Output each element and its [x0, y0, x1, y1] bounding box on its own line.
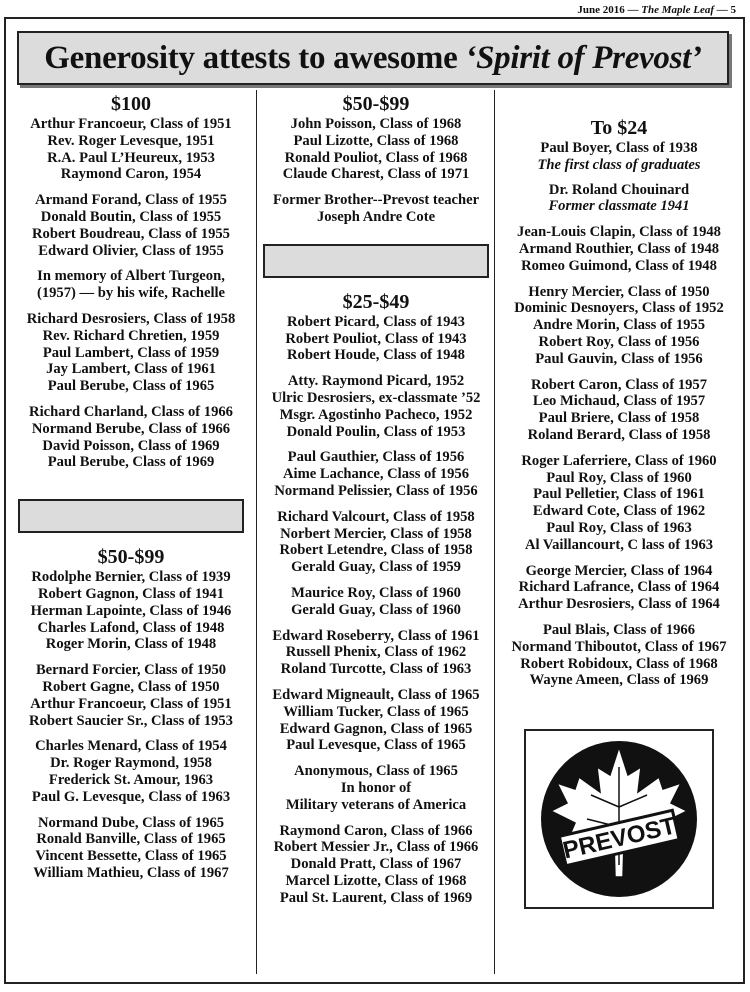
donor-line: Robert Messier Jr., Class of 1966 [273, 839, 479, 856]
donor-group [258, 687, 494, 754]
column-1 [6, 90, 256, 882]
donor-line: Anonymous, Class of 1965 [294, 763, 458, 780]
donor-group [496, 377, 742, 444]
donor-line: Edward Gagnon, Class of 1965 [279, 720, 473, 737]
donor-line: Arthur Francoeur, Class of 1951 [30, 116, 232, 132]
donor-line: Claude Charest, Class of 1971 [282, 166, 470, 183]
donor-line: Roger Morin, Class of 1948 [45, 636, 217, 653]
donor-line: Marcel Lizotte, Class of 1968 [285, 872, 467, 889]
donor-line: Normand Pelissier, Class of 1956 [274, 482, 478, 499]
donor-line: Paul Berube, Class of 1969 [47, 454, 215, 471]
donor-group [258, 628, 494, 678]
column-rule-1 [256, 90, 257, 974]
donor-line: Normand Thiboutot, Class of 1967 [511, 638, 727, 655]
donor-line: Jay Lambert, Class of 1961 [46, 361, 216, 378]
donor-line: Aime Lachance, Class of 1956 [282, 466, 470, 483]
donor-line: In memory of Albert Turgeon, [37, 268, 225, 285]
donor-line: Robert Gagne, Class of 1950 [42, 678, 220, 695]
donor-line: Roland Turcotte, Class of 1963 [280, 661, 472, 678]
donor-line: Richard Desrosiers, Class of 1958 [26, 310, 236, 327]
donor-line: Al Vaillancourt, C lass of 1963 [524, 536, 714, 553]
publication-name: The Maple Leaf [641, 4, 714, 16]
donor-line: Richard Valcourt, Class of 1958 [277, 508, 475, 525]
donor-line: Russell Phenix, Class of 1962 [285, 644, 467, 661]
donor-line: Ronald Pouliot, Class of 1968 [284, 149, 468, 166]
donor-list-25-49 [258, 314, 494, 907]
donor-line: Raymond Caron, 1954 [60, 166, 202, 183]
headline-italic: ‘Spirit of Prevost’ [465, 39, 702, 76]
donor-line: David Poisson, Class of 1969 [42, 437, 220, 454]
donor-line: Paul Pelletier, Class of 1961 [533, 486, 705, 503]
donor-line: William Mathieu, Class of 1967 [33, 864, 229, 881]
donor-group [258, 116, 494, 183]
donor-line: R.A. Paul L’Heureux, 1953 [47, 149, 215, 166]
donor-line: Msgr. Agostinho Pacheco, 1952 [279, 406, 473, 423]
donor-line: Atty. Raymond Picard, 1952 [287, 373, 465, 390]
donor-line: Vincent Bessette, Class of 1965 [35, 848, 227, 865]
donor-group [496, 284, 742, 368]
donor-line: Robert Letendre, Class of 1958 [279, 542, 473, 559]
donor-line: Dominic Desnoyers, Class of 1952 [514, 300, 724, 317]
section-heading-50-99: $50-$99 [342, 93, 410, 115]
running-head: June 2016 — The Maple Leaf — 5 [577, 4, 736, 16]
donor-group [496, 622, 742, 689]
donor-line: Paul Boyer, Class of 1938 [540, 140, 698, 156]
headline-main: Generosity attests to awesome [44, 39, 466, 76]
donor-group [6, 815, 256, 882]
donor-line: George Mercier, Class of 1964 [525, 562, 713, 579]
donor-line: Norbert Mercier, Class of 1958 [280, 525, 472, 542]
headline-banner [17, 31, 729, 85]
donor-line: Robert Pouliot, Class of 1943 [285, 330, 467, 347]
blank-shaded-box [263, 244, 489, 278]
donor-line: Robert Caron, Class of 1957 [530, 376, 708, 393]
donor-line: Bernard Forcier, Class of 1950 [35, 662, 227, 679]
donor-line: Andre Morin, Class of 1955 [532, 317, 706, 334]
donor-line: Robert Gagnon, Class of 1941 [37, 585, 225, 602]
column-rule-2 [494, 90, 495, 974]
donor-group [496, 140, 742, 174]
donor-line: Rodolphe Bernier, Class of 1939 [31, 569, 231, 586]
donor-line: Dr. Roger Raymond, 1958 [50, 755, 212, 772]
donor-line: Maurice Roy, Class of 1960 [291, 584, 461, 601]
donor-group [258, 823, 494, 907]
donor-line: Normand Berube, Class of 1966 [31, 420, 231, 437]
donor-line: Roger Laferriere, Class of 1960 [521, 452, 717, 469]
donor-list-to-24 [496, 224, 742, 689]
donor-group [6, 404, 256, 471]
section-heading-to-24: To $24 [590, 117, 648, 139]
donor-line: Charles Menard, Class of 1954 [35, 738, 227, 755]
donor-line: Wayne Ameen, Class of 1969 [529, 672, 709, 689]
donor-group [496, 224, 742, 274]
donor-line: Robert Saucier Sr., Class of 1953 [29, 712, 233, 729]
headline [44, 40, 701, 77]
donor-group [258, 314, 494, 364]
donor-line: Donald Pratt, Class of 1967 [290, 856, 462, 873]
donor-line: Joseph Andre Cote [316, 208, 436, 225]
donor-line: Raymond Caron, Class of 1966 [279, 822, 473, 839]
donor-line: Jean-Louis Clapin, Class of 1948 [517, 224, 721, 241]
page-number: 5 [730, 4, 736, 16]
donor-line: Richard Charland, Class of 1966 [29, 403, 233, 420]
donor-line: John Poisson, Class of 1968 [290, 116, 462, 132]
donor-note: Former classmate 1941 [548, 198, 690, 215]
donor-line: Arthur Francoeur, Class of 1951 [30, 695, 232, 712]
donor-group [6, 192, 256, 259]
donor-group [6, 662, 256, 729]
donor-line: (1957) — by his wife, Rachelle [36, 285, 226, 302]
donor-line: Roland Berard, Class of 1958 [527, 426, 711, 443]
donor-line: William Tucker, Class of 1965 [283, 703, 469, 720]
prevost-maple-leaf-logo [531, 737, 707, 901]
donor-group [496, 563, 742, 613]
donor-group [258, 585, 494, 619]
donor-line: Arthur Desrosiers, Class of 1964 [518, 596, 720, 613]
donor-line: Armand Routhier, Class of 1948 [518, 240, 720, 257]
donor-group [258, 763, 494, 813]
donor-line: Paul Roy, Class of 1963 [546, 519, 692, 536]
donor-line: Rev. Roger Levesque, 1951 [47, 132, 215, 149]
donor-line: Donald Boutin, Class of 1955 [40, 208, 222, 225]
donor-group [6, 569, 256, 653]
donor-list-50-99 [6, 569, 256, 882]
donor-group [258, 192, 494, 226]
donor-line: Rev. Richard Chretien, 1959 [42, 327, 220, 344]
donor-line: Robert Picard, Class of 1943 [287, 313, 465, 330]
column-3 [496, 90, 742, 909]
donor-group [258, 373, 494, 440]
donor-list-50-99 [258, 116, 494, 226]
donor-line: Henry Mercier, Class of 1950 [528, 283, 710, 300]
donor-line: Donald Poulin, Class of 1953 [286, 423, 466, 440]
donor-line: Armand Forand, Class of 1955 [35, 192, 227, 209]
donor-group [258, 449, 494, 499]
donor-line: Gerald Guay, Class of 1960 [291, 601, 461, 618]
donor-line: Frederick St. Amour, 1963 [48, 771, 214, 788]
donor-note: The first class of graduates [537, 156, 701, 173]
donor-line: Paul Roy, Class of 1960 [546, 469, 692, 486]
donor-line: Former Brother--Prevost teacher [272, 192, 480, 209]
donor-line: Military veterans of America [285, 796, 467, 813]
issue-date: June 2016 [577, 4, 625, 16]
donor-list-100 [6, 116, 256, 471]
column-2 [258, 90, 494, 906]
donor-line: Gerald Guay, Class of 1959 [291, 559, 461, 576]
donor-line: Dr. Roland Chouinard [548, 181, 690, 198]
donor-line: Robert Houde, Class of 1948 [287, 347, 465, 364]
donor-line: Paul Berube, Class of 1965 [47, 378, 215, 395]
donor-line: In honor of [340, 779, 412, 796]
donor-line: Paul Lizotte, Class of 1968 [293, 132, 459, 149]
logo-frame [524, 729, 714, 909]
donor-line: Robert Robidoux, Class of 1968 [520, 655, 718, 672]
donor-line: Robert Boudreau, Class of 1955 [32, 225, 230, 242]
donor-line: Herman Lapointe, Class of 1946 [30, 602, 232, 619]
donor-line: Paul Blais, Class of 1966 [542, 621, 696, 638]
donor-line: Edward Cote, Class of 1962 [532, 503, 706, 520]
donor-line: Paul Briere, Class of 1958 [538, 410, 700, 427]
donor-group [496, 182, 742, 216]
donor-line: Leo Michaud, Class of 1957 [532, 393, 706, 410]
logo-wordmark: PREVOST [560, 812, 679, 865]
donor-line: Paul Gauvin, Class of 1956 [535, 350, 703, 367]
donor-line: Charles Lafond, Class of 1948 [37, 619, 225, 636]
donor-group [6, 268, 256, 302]
section-heading-100: $100 [111, 93, 151, 115]
donor-group [496, 453, 742, 554]
donor-line: Paul Lambert, Class of 1959 [42, 344, 220, 361]
donor-line: Ulric Desrosiers, ex-classmate ’52 [271, 389, 481, 406]
donor-line: Paul G. Levesque, Class of 1963 [31, 788, 231, 805]
donor-line: Edward Roseberry, Class of 1961 [272, 627, 480, 644]
donor-line: Richard Lafrance, Class of 1964 [518, 579, 720, 596]
donor-line: Ronald Banville, Class of 1965 [36, 831, 226, 848]
donor-line: Normand Dube, Class of 1965 [37, 814, 225, 831]
donor-line: Paul St. Laurent, Class of 1969 [279, 889, 473, 906]
donor-line: Paul Gauthier, Class of 1956 [287, 449, 465, 466]
donor-group [6, 311, 256, 395]
blank-shaded-box [18, 499, 244, 533]
donor-line: Edward Migneault, Class of 1965 [272, 686, 480, 703]
donor-line: Robert Roy, Class of 1956 [538, 333, 700, 350]
section-heading-50-99: $50-$99 [97, 546, 165, 569]
donor-group [258, 509, 494, 576]
donor-group [6, 738, 256, 805]
section-heading-25-49: $25-$49 [342, 290, 410, 313]
donor-line: Paul Levesque, Class of 1965 [286, 737, 466, 754]
donor-line: Edward Olivier, Class of 1955 [38, 242, 224, 259]
donor-group [6, 116, 256, 183]
donor-line: Romeo Guimond, Class of 1948 [521, 257, 717, 274]
